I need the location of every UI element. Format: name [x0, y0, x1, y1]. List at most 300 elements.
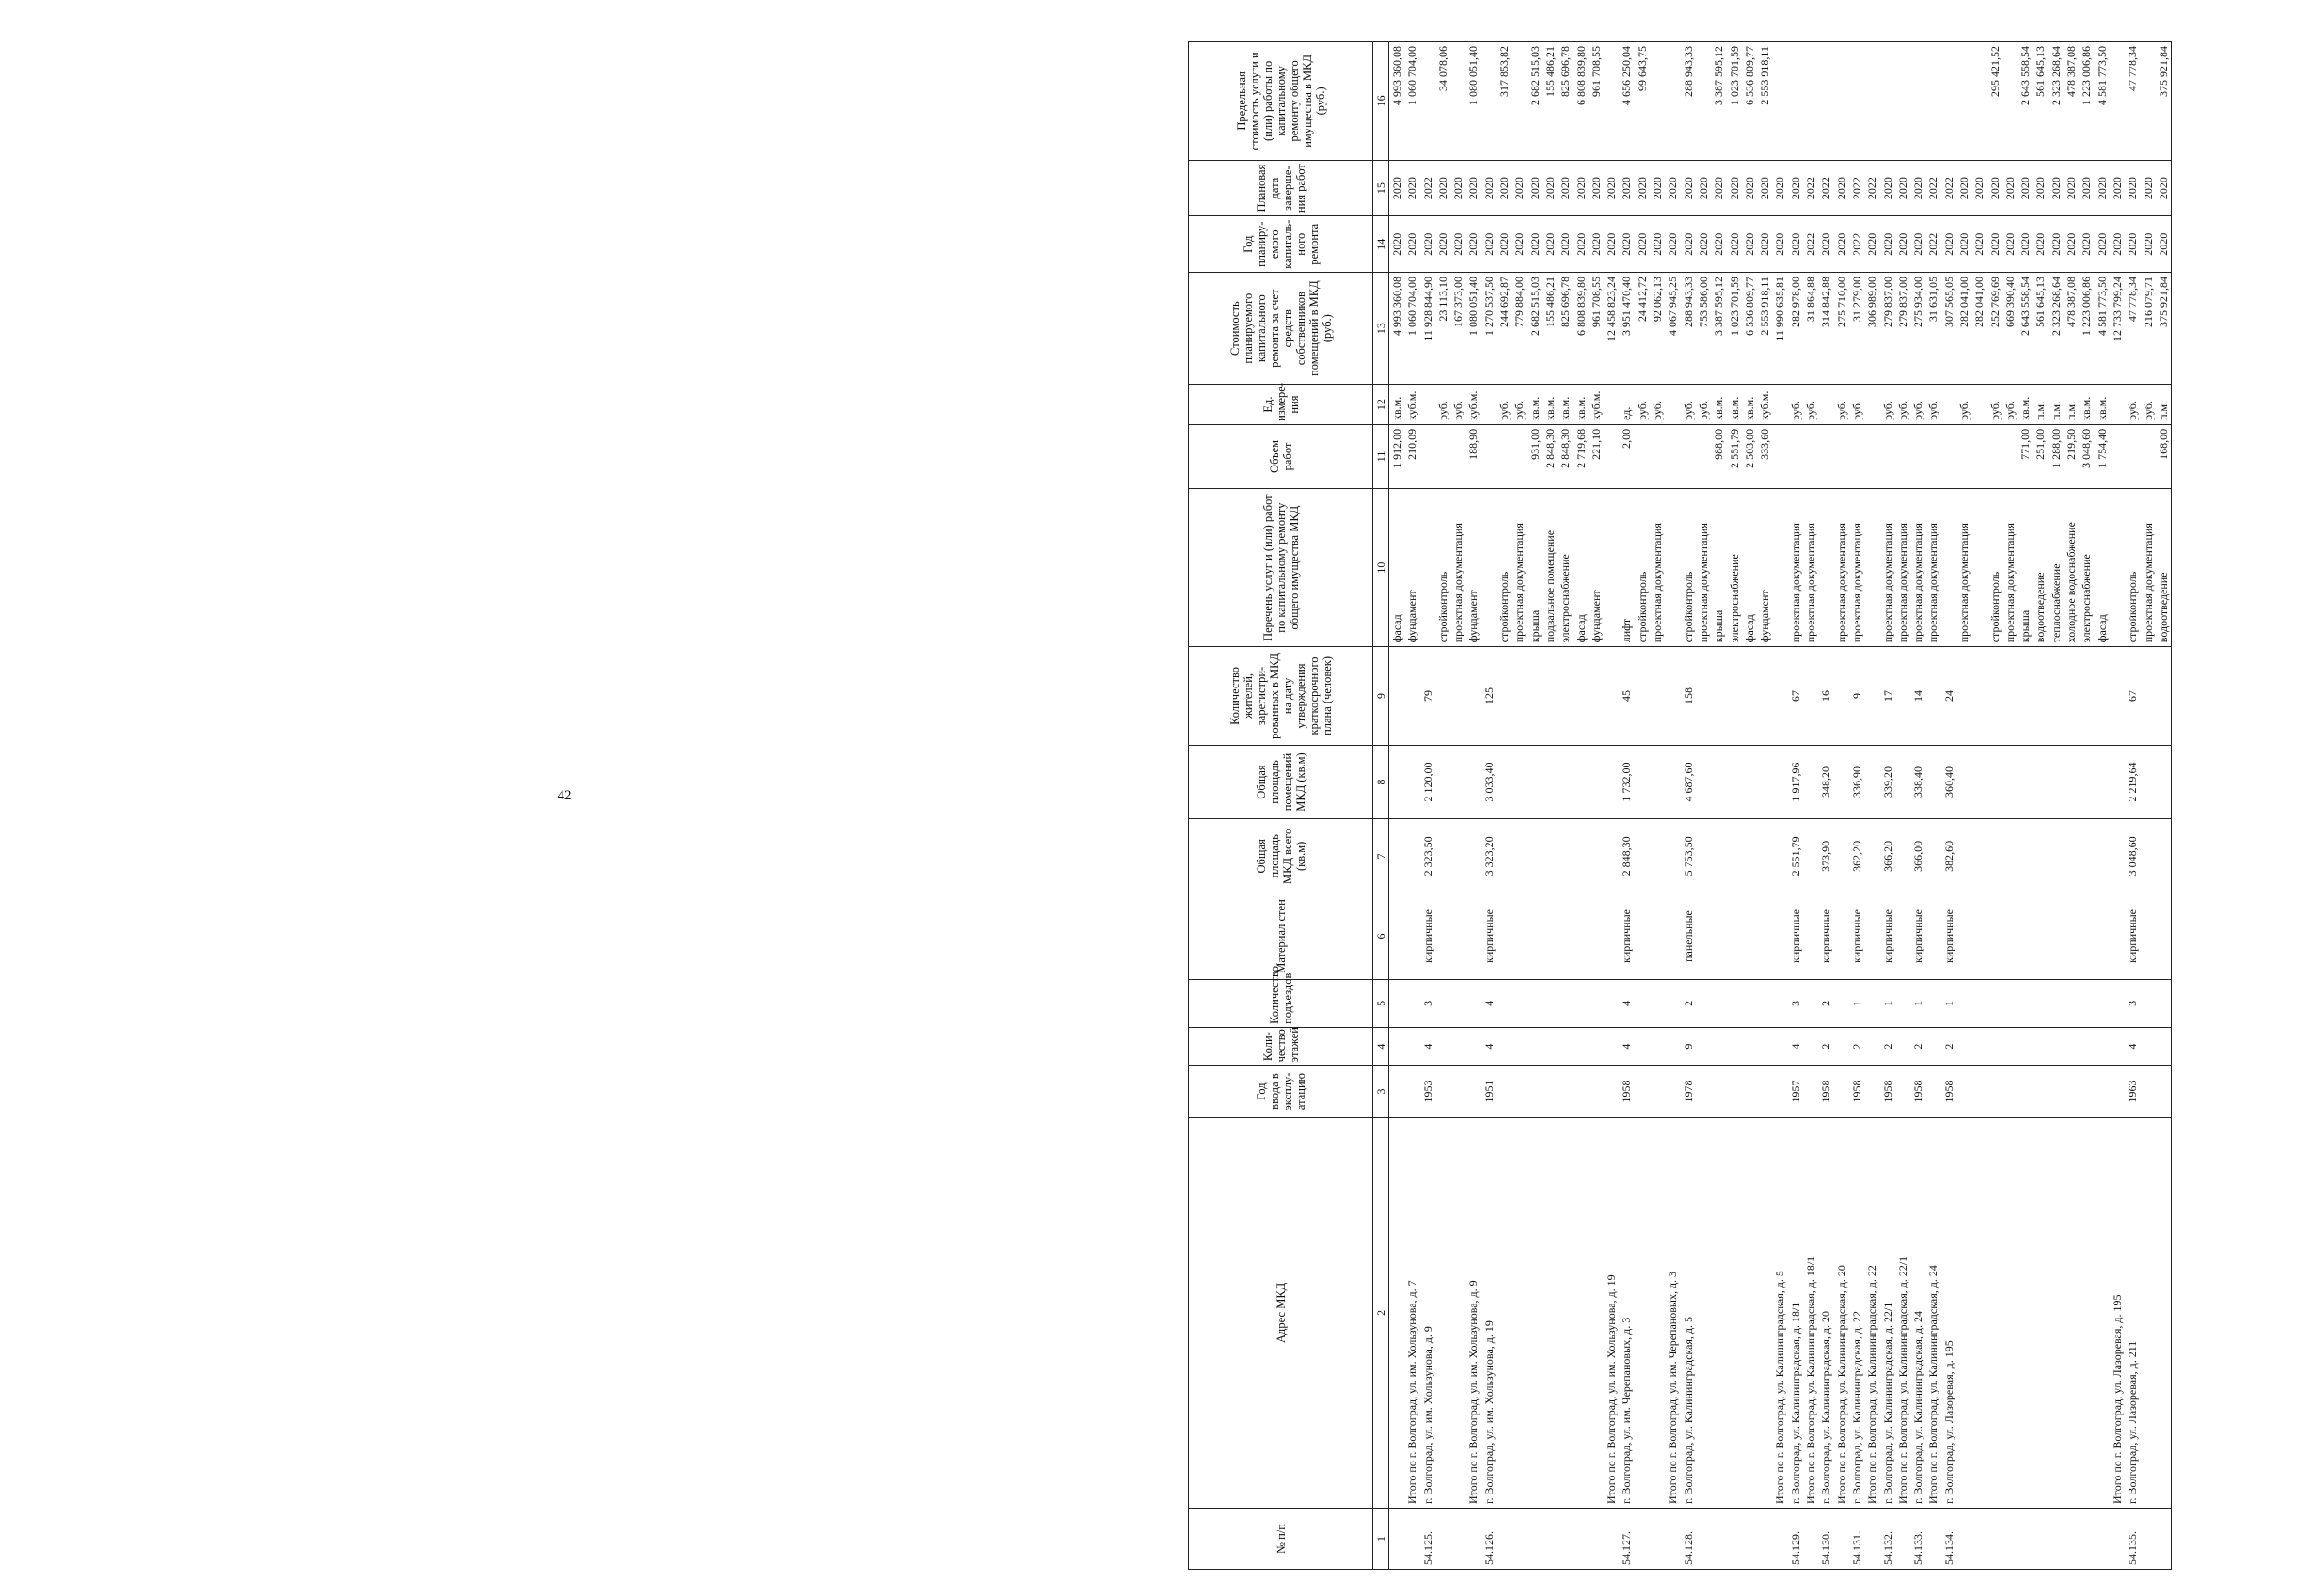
table-cell [1558, 647, 1573, 745]
table-cell: руб. [1880, 385, 1895, 425]
table-cell [1558, 745, 1573, 819]
table-cell: 2 219,64 [2125, 745, 2140, 819]
table-cell: проектная документация [1910, 489, 1925, 647]
table-cell: 1958 [1849, 1066, 1864, 1117]
table-cell [1404, 1066, 1419, 1117]
table-cell [1772, 647, 1787, 745]
table-cell: г. Волгоград, ул. им. Хользунова, д. 9 [1420, 1117, 1435, 1508]
table-cell [1435, 1027, 1450, 1065]
table-cell: электроснабжение [1727, 489, 1742, 647]
table-row [2002, 42, 2018, 1570]
table-cell: стройконтроль [1496, 489, 1512, 647]
table-cell [1757, 1027, 1772, 1065]
table-cell: 279 837,00 [1880, 273, 1895, 385]
table-cell: руб. [1987, 385, 2002, 425]
table-cell: 2020 [1834, 160, 1849, 216]
table-cell: 3 951 470,40 [1619, 273, 1634, 385]
table-cell [1512, 1066, 1527, 1117]
table-cell: кирпичные [1880, 893, 1895, 980]
table-cell [1696, 424, 1711, 488]
table-cell [1589, 1509, 1604, 1570]
header-cell: Плановая дата заверше-ния работ [1189, 160, 1373, 216]
filler-cell [2171, 273, 2172, 385]
table-cell: 4 656 250,04 [1619, 42, 1634, 161]
table-cell: проектная документация [1696, 489, 1711, 647]
column-number-cell: 2 [1373, 1117, 1389, 1508]
table-row [1512, 42, 1527, 1570]
table-cell [1435, 1117, 1450, 1508]
table-row [1696, 42, 1711, 1570]
table-cell [1818, 489, 1833, 647]
table-cell [1665, 489, 1680, 647]
table-cell [2033, 1509, 2048, 1570]
table-cell: кв.м. [1742, 385, 1757, 425]
table-cell [1496, 819, 1512, 893]
table-cell [1635, 819, 1650, 893]
table-cell [2049, 1027, 2064, 1065]
table-cell: 54.128. [1681, 1509, 1696, 1570]
table-cell [1895, 979, 1910, 1027]
table-cell: 1 [1941, 979, 1956, 1027]
table-cell [1864, 893, 1879, 980]
table-cell: 3 [1788, 979, 1803, 1027]
table-cell: 2022 [1849, 216, 1864, 273]
table-cell: кирпичные [1849, 893, 1864, 980]
table-cell [1589, 1066, 1604, 1117]
table-row [1971, 42, 1987, 1570]
table-cell [1527, 1117, 1543, 1508]
table-cell: 54.135. [2125, 1509, 2140, 1570]
table-cell [1589, 745, 1604, 819]
table-cell [1665, 893, 1680, 980]
table-cell: 2020 [1496, 160, 1512, 216]
table-cell: 14 [1910, 647, 1925, 745]
table-cell [1404, 1509, 1419, 1570]
table-cell: Итого по г. Волгоград, ул. им. Хользунова, д. 7 [1404, 1117, 1419, 1508]
table-cell [1665, 979, 1680, 1027]
header-cell: Материал стен [1189, 893, 1373, 980]
table-cell [2095, 1509, 2110, 1570]
table-cell [1895, 1027, 1910, 1065]
table-row [1895, 42, 1910, 1570]
table-cell [2156, 1066, 2171, 1117]
table-cell [1574, 819, 1589, 893]
table-row [1910, 42, 1925, 1570]
table-cell: 54.130. [1818, 1509, 1833, 1570]
filler-cell [2171, 489, 2172, 647]
table-cell: 4 [1420, 1027, 1435, 1065]
table-cell [1558, 819, 1573, 893]
table-cell: 6 808 839,80 [1574, 273, 1589, 385]
table-cell [1880, 424, 1895, 488]
table-cell: 753 586,00 [1696, 273, 1711, 385]
table-cell [1971, 745, 1987, 819]
table-cell: 4 581 773,50 [2095, 273, 2110, 385]
table-cell: 307 565,05 [1941, 273, 1956, 385]
table-cell [1604, 647, 1619, 745]
table-cell [1543, 1066, 1558, 1117]
table-cell: 1 023 701,59 [1727, 42, 1742, 161]
table-row [1543, 42, 1558, 1570]
table-cell: руб. [2002, 385, 2018, 425]
table-cell: 2020 [2049, 216, 2064, 273]
table-cell: 2020 [1711, 216, 1726, 273]
table-cell: фасад [1389, 489, 1405, 647]
table-cell [1757, 819, 1772, 893]
table-cell: 2020 [1818, 216, 1833, 273]
table-cell: 2020 [1604, 160, 1619, 216]
table-cell: 1 223 006,86 [2079, 273, 2094, 385]
table-cell [2002, 893, 2018, 980]
table-cell: 2022 [1818, 160, 1833, 216]
header-cell: Объем работ [1189, 424, 1373, 488]
table-cell [2002, 1027, 2018, 1065]
table-cell [1420, 385, 1435, 425]
table-cell: 2022 [1849, 160, 1864, 216]
table-cell: 2 [1681, 979, 1696, 1027]
table-cell [1895, 893, 1910, 980]
table-row [1711, 42, 1726, 1570]
column-number-cell: 8 [1373, 745, 1389, 819]
table-cell [1389, 745, 1405, 819]
table-cell: 2 323 268,64 [2049, 273, 2064, 385]
table-cell: 251,00 [2033, 424, 2048, 488]
table-cell: проектная документация [1849, 489, 1864, 647]
table-body [1389, 42, 2172, 1570]
table-cell [1435, 647, 1450, 745]
table-cell: руб. [1788, 385, 1803, 425]
table-cell: 2020 [1435, 160, 1450, 216]
table-cell [1435, 1509, 1450, 1570]
table-cell [1604, 979, 1619, 1027]
table-cell [1650, 647, 1665, 745]
table-cell: 2020 [1527, 216, 1543, 273]
table-cell [2018, 1117, 2033, 1508]
table-cell [1925, 647, 1940, 745]
table-cell [1404, 647, 1419, 745]
table-cell [1543, 1509, 1558, 1570]
table-cell: фундамент [1757, 489, 1772, 647]
table-cell [2002, 647, 2018, 745]
table-cell: 210,09 [1404, 424, 1419, 488]
filler-cell [2171, 979, 2172, 1027]
table-cell: 155 486,21 [1543, 42, 1558, 161]
table-cell: 2020 [1681, 160, 1696, 216]
table-cell [1650, 819, 1665, 893]
table-cell: г. Волгоград, ул. Лазоревая, д. 195 [1941, 1117, 1956, 1508]
table-cell: 99 643,75 [1635, 42, 1650, 161]
rotated-sheet [1188, 41, 2311, 1570]
capital-repair-table [1188, 41, 2172, 1570]
table-cell [1772, 489, 1787, 647]
table-cell [1635, 647, 1650, 745]
table-cell [1711, 893, 1726, 980]
table-cell [2079, 893, 2094, 980]
table-cell: п.м. [2156, 385, 2171, 425]
table-cell: 2022 [1925, 160, 1940, 216]
table-cell [1435, 745, 1450, 819]
filler-cell [2171, 160, 2172, 216]
table-cell [1925, 1027, 1940, 1065]
table-cell [1435, 1066, 1450, 1117]
table-cell: 3 387 595,12 [1711, 42, 1726, 161]
table-cell [1512, 979, 1527, 1027]
table-cell: фундамент [1589, 489, 1604, 647]
table-cell: г. Волгоград, ул. Лазоревая, д. 211 [2125, 1117, 2140, 1508]
table-cell [1558, 1066, 1573, 1117]
table-cell [2079, 1027, 2094, 1065]
table-cell: 2 719,68 [1574, 424, 1589, 488]
table-cell: 2020 [2033, 160, 2048, 216]
table-cell [2110, 385, 2125, 425]
table-cell: 2020 [1589, 160, 1604, 216]
table-cell: куб.м. [1465, 385, 1480, 425]
table-cell [1589, 819, 1604, 893]
table-cell [1604, 819, 1619, 893]
table-cell [2095, 1027, 2110, 1065]
table-cell: 3 048,60 [2125, 819, 2140, 893]
header-cell: Предельная стоимость услуги и (или) работы по капитальному ремонту общего имущества в МКД (руб.) [1189, 42, 1373, 161]
table-cell [1742, 1509, 1757, 1570]
table-cell [1772, 819, 1787, 893]
table-cell: кирпичные [1788, 893, 1803, 980]
table-cell [1788, 42, 1803, 161]
table-cell: Итого по г. Волгоград, ул. Калининградская, д. 18/1 [1803, 1117, 1818, 1508]
table-cell: 92 062,13 [1650, 273, 1665, 385]
table-cell: руб. [1635, 385, 1650, 425]
table-cell [1864, 1066, 1879, 1117]
table-cell [2110, 979, 2125, 1027]
table-cell: 54.127. [1619, 1509, 1634, 1570]
table-cell: 2020 [2125, 216, 2140, 273]
table-cell: 2020 [2141, 160, 2156, 216]
table-cell [1788, 424, 1803, 488]
table-cell [2064, 819, 2079, 893]
table-cell: 306 989,00 [1864, 273, 1879, 385]
table-cell [1665, 1066, 1680, 1117]
table-cell: 188,90 [1465, 424, 1480, 488]
table-cell [1987, 893, 2002, 980]
table-cell: 988,00 [1711, 424, 1726, 488]
table-cell: 2020 [1910, 160, 1925, 216]
table-cell: г. Волгоград, ул. им. Хользунова, д. 19 [1481, 1117, 1496, 1508]
table-cell [2079, 745, 2094, 819]
table-cell [1742, 819, 1757, 893]
table-cell: 1951 [1481, 1066, 1496, 1117]
table-cell: 2020 [1481, 216, 1496, 273]
filler-cell [2171, 1509, 2172, 1570]
table-cell [1742, 893, 1757, 980]
table-cell [2033, 979, 2048, 1027]
table-cell [1834, 424, 1849, 488]
table-cell: 4 993 360,08 [1389, 273, 1405, 385]
table-cell: стройконтроль [1635, 489, 1650, 647]
table-cell [2156, 819, 2171, 893]
table-cell [1543, 979, 1558, 1027]
table-cell [1971, 1027, 1987, 1065]
table-cell [1895, 745, 1910, 819]
table-cell: 1 [1910, 979, 1925, 1027]
table-cell [1711, 979, 1726, 1027]
table-row [1574, 42, 1589, 1570]
table-cell: 2020 [1971, 160, 1987, 216]
table-cell: 2 682 515,03 [1527, 42, 1543, 161]
table-cell [1941, 42, 1956, 161]
table-cell: 825 696,78 [1558, 273, 1573, 385]
table-row [1619, 42, 1634, 1570]
table-cell [1818, 385, 1833, 425]
table-cell [1818, 42, 1833, 161]
table-cell: крыша [1527, 489, 1543, 647]
table-cell [1742, 1117, 1757, 1508]
table-cell [2002, 979, 2018, 1027]
header-row [1189, 42, 1373, 1570]
table-cell [1604, 42, 1619, 161]
table-cell [1772, 385, 1787, 425]
table-cell [1772, 745, 1787, 819]
table-cell [1864, 745, 1879, 819]
table-cell: 2020 [2095, 216, 2110, 273]
table-cell: 1957 [1788, 1066, 1803, 1117]
table-cell: 2020 [1895, 160, 1910, 216]
table-cell: подвальное помещение [1543, 489, 1558, 647]
table-cell: 2022 [1803, 160, 1818, 216]
table-cell [2049, 979, 2064, 1027]
table-cell [1574, 1066, 1589, 1117]
filler-cell [2171, 42, 2172, 161]
table-cell: холодное водоснабжение [2064, 489, 2079, 647]
table-cell: 2020 [1543, 160, 1558, 216]
table-cell: 2020 [1589, 216, 1604, 273]
table-cell [1635, 1117, 1650, 1508]
filler-cell [2171, 745, 2172, 819]
table-cell [1481, 42, 1496, 161]
table-cell: 2020 [1895, 216, 1910, 273]
table-cell: 288 943,33 [1681, 42, 1696, 161]
table-cell [1404, 893, 1419, 980]
table-cell: проектная документация [1512, 489, 1527, 647]
table-cell [1527, 979, 1543, 1027]
table-cell: кв.м. [1727, 385, 1742, 425]
table-cell: руб. [1450, 385, 1465, 425]
table-cell [2110, 647, 2125, 745]
table-cell [1895, 647, 1910, 745]
table-cell: 167 373,00 [1450, 273, 1465, 385]
table-cell [1420, 489, 1435, 647]
table-cell: 2020 [2110, 160, 2125, 216]
table-cell: 54.129. [1788, 1509, 1803, 1570]
table-cell [1803, 42, 1818, 161]
table-cell [1574, 979, 1589, 1027]
table-cell [1435, 424, 1450, 488]
table-cell: 2 848,30 [1543, 424, 1558, 488]
table-row [1834, 42, 1849, 1570]
table-cell [1450, 819, 1465, 893]
table-cell: 2020 [1864, 216, 1879, 273]
table-cell [2002, 819, 2018, 893]
table-cell [1574, 745, 1589, 819]
table-cell: проектная документация [1650, 489, 1665, 647]
table-cell: 2020 [1788, 216, 1803, 273]
table-cell [1757, 979, 1772, 1027]
table-cell: 669 390,40 [2002, 273, 2018, 385]
table-cell [1757, 1066, 1772, 1117]
table-cell: проектная документация [1925, 489, 1940, 647]
filler-cell [2171, 216, 2172, 273]
table-cell: 2 503,00 [1742, 424, 1757, 488]
table-cell [1589, 1117, 1604, 1508]
table-cell: 288 943,33 [1681, 273, 1696, 385]
table-cell [1512, 1027, 1527, 1065]
table-cell: крыша [1711, 489, 1726, 647]
table-cell [1971, 1066, 1987, 1117]
table-cell [2095, 1066, 2110, 1117]
table-cell: г. Волгоград, ул. Калининградская, д. 5 [1681, 1117, 1696, 1508]
table-cell: 2020 [2141, 216, 2156, 273]
table-cell: руб. [1895, 385, 1910, 425]
table-cell: 779 884,00 [1512, 273, 1527, 385]
column-number-cell: 15 [1373, 160, 1389, 216]
table-cell [1941, 489, 1956, 647]
column-number-cell: 13 [1373, 273, 1389, 385]
table-cell: 1958 [1619, 1066, 1634, 1117]
table-cell: 2020 [1971, 216, 1987, 273]
table-cell: 339,20 [1880, 745, 1895, 819]
table-cell [1727, 647, 1742, 745]
table-cell: 2 551,79 [1788, 819, 1803, 893]
table-cell [1420, 42, 1435, 161]
table-cell: проектная документация [2002, 489, 2018, 647]
table-cell: 2020 [2002, 216, 2018, 273]
table-cell: ед. [1619, 385, 1634, 425]
table-row [1818, 42, 1833, 1570]
table-cell: водоотведение [2156, 489, 2171, 647]
table-cell: 2020 [2156, 216, 2171, 273]
table-cell [1635, 1066, 1650, 1117]
table-cell [1404, 745, 1419, 819]
table-cell [1772, 893, 1787, 980]
table-cell [2141, 819, 2156, 893]
table-cell: 314 842,88 [1818, 273, 1833, 385]
table-cell: 2 [1910, 1027, 1925, 1065]
table-cell: 155 486,21 [1543, 273, 1558, 385]
table-cell: 2020 [1527, 160, 1543, 216]
table-cell [2156, 745, 2171, 819]
table-cell: 1 912,00 [1389, 424, 1405, 488]
table-cell [2018, 893, 2033, 980]
table-cell [1465, 647, 1480, 745]
table-cell [1650, 979, 1665, 1027]
table-row [2018, 42, 2033, 1570]
table-cell [1665, 647, 1680, 745]
table-cell: 4 [1619, 1027, 1634, 1065]
table-cell [1895, 819, 1910, 893]
table-cell: руб. [1696, 385, 1711, 425]
table-cell [2049, 1117, 2064, 1508]
table-row [1589, 42, 1604, 1570]
table-cell [2156, 979, 2171, 1027]
table-cell: 961 708,55 [1589, 42, 1604, 161]
table-cell: 125 [1481, 647, 1496, 745]
table-cell [1574, 1509, 1589, 1570]
table-cell: 2020 [2079, 160, 2094, 216]
table-cell [1512, 893, 1527, 980]
table-row [1435, 42, 1450, 1570]
table-cell [1987, 1027, 2002, 1065]
table-row [2049, 42, 2064, 1570]
table-row [1880, 42, 1895, 1570]
table-cell: 158 [1681, 647, 1696, 745]
